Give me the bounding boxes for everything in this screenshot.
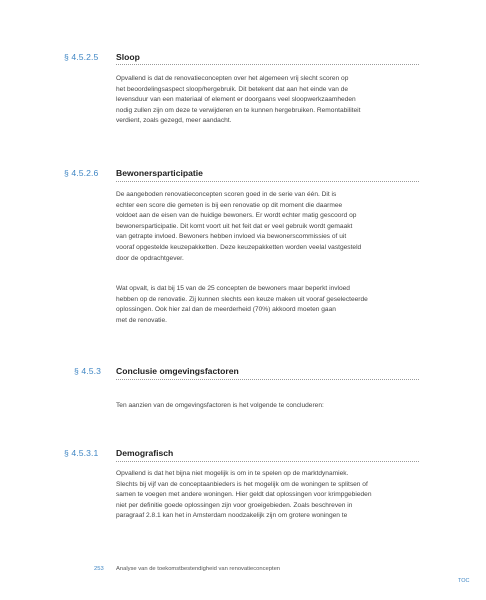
running-title: Analyse van de toekomstbestendigheid van renovatieconcepten (116, 566, 281, 572)
section-number: § 4.5.3.1 (64, 448, 99, 458)
page-number: 253 (94, 566, 104, 572)
heading-divider (116, 64, 419, 65)
section-number: § 4.5.2.5 (64, 52, 99, 62)
section-title: Conclusie omgevingsfactoren (116, 366, 239, 376)
section-number: § 4.5.2.6 (64, 168, 99, 178)
section-number: § 4.5.3 (74, 366, 101, 376)
heading-divider (116, 461, 419, 462)
paragraph: Opvallend is dat de renovatieconcepten over het algemeen vrij slecht scoren op het beoordelingsaspect sloop/hergebruik. Dit betekent dat aan het einde van de levensduur van een materiaal of element er doorgaans veel sloopwerkzaamheden nodig zullen zijn om deze te verwijderen en te kunnen hergebruiken. Remontabiliteit verdient, zoals gezegd, meer aandacht. (116, 75, 361, 125)
paragraph: Opvallend is dat het bijna niet mogelijk is om in te spelen op de marktdynamiek. Slechts bij vijf van de conceptaanbieders is het mogelijk om de woningen te splitsen of samen te voegen met andere woningen. Hier geldt dat oplossingen voor krimpgebieden niet per definitie goede oplossingen zijn voor groeigebieden. Zoals beschreven in paragraaf 2.8.1 kan het in Amsterdam noodzakelijk zijn om grotere woningen te (116, 470, 372, 520)
paragraph: De aangeboden renovatieconcepten scoren goed in de serie van één. Dit is echter een score die gemeten is bij een renovatie op dit moment die daarmee voldoet aan de eisen van de huidige bewoners. Er wordt echter matig gescoord op bewonersparticipatie. Dit komt voort uit het feit dat er veel gebruik wordt gemaakt van getrapte invloed. Bewoners hebben invloed via bewonerscommissies of uit vooraf opgestelde keuzepakketten. Deze keuzepakketten worden veelal vastgesteld door de opdrachtgever. (116, 191, 362, 262)
section-title: Demografisch (116, 448, 174, 458)
paragraph: Wat opvalt, is dat bij 15 van de 25 concepten de bewoners maar beperkt invloed hebben op de renovatie. Zij kunnen slechts een keuze maken uit vooraf geselecteerde oplossingen. Ook hier zal dan de meerderheid (70%) akkoord moeten gaan met de renovatie. (116, 285, 368, 324)
heading-divider (116, 379, 419, 380)
section-title: Sloop (116, 52, 140, 62)
section-title: Bewonersparticipatie (116, 168, 203, 178)
heading-divider (116, 181, 419, 182)
paragraph: Ten aanzien van de omgevingsfactoren is het volgende te concluderen: (116, 402, 324, 409)
toc-link[interactable]: TOC (458, 578, 470, 584)
